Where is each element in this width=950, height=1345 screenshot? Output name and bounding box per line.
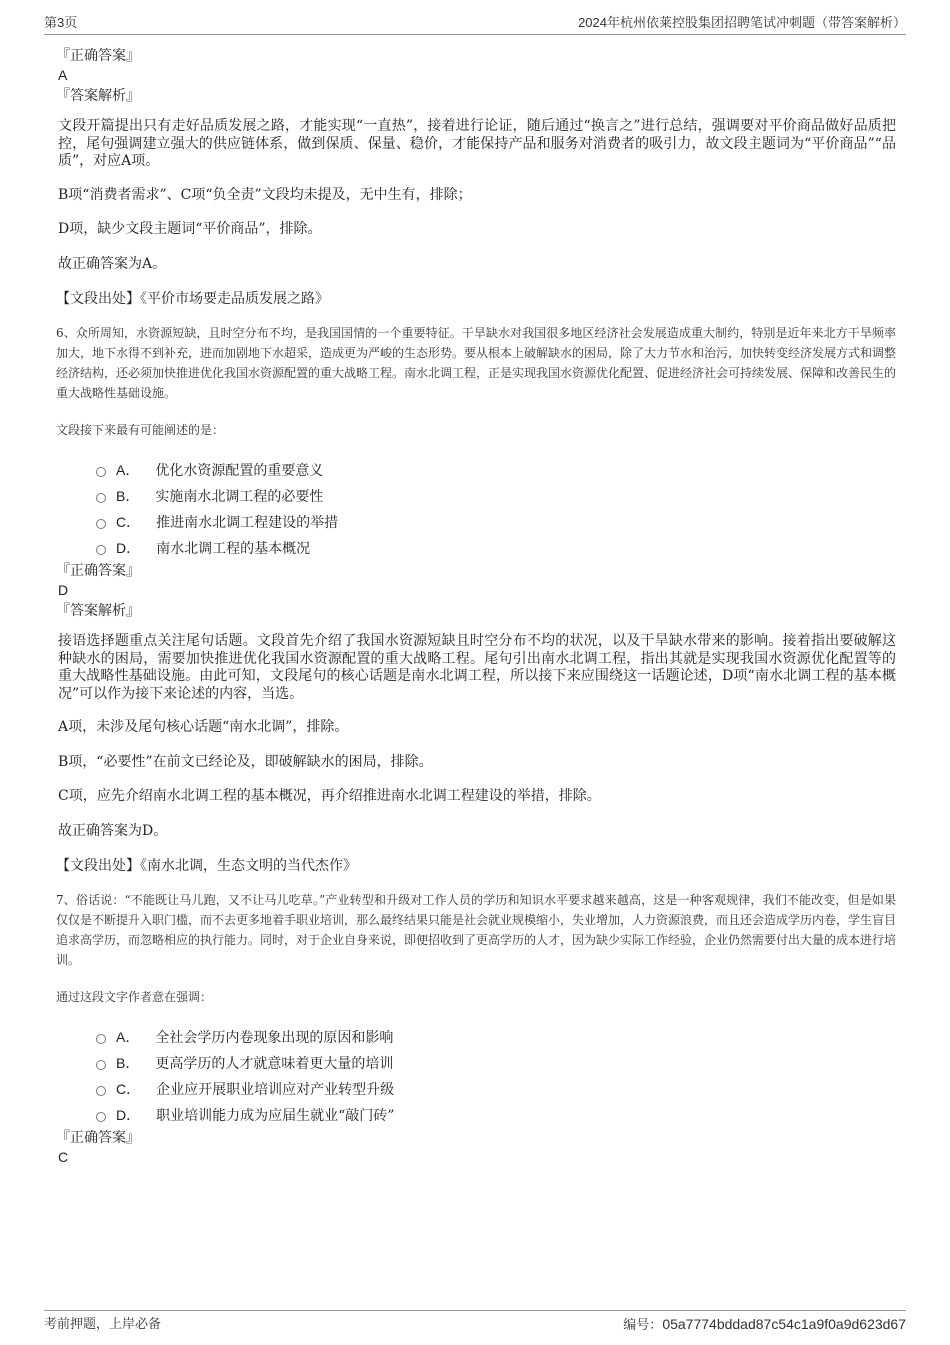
radio-icon[interactable] <box>96 545 106 555</box>
page-footer <box>44 1310 906 1335</box>
answer-label: 『正确答案』 <box>56 1130 140 1146</box>
option-text: 更高学历的人才就意味着更大量的培训 <box>155 1056 394 1072</box>
page-header <box>44 14 906 35</box>
analysis-paragraph: B项“消费者需求”、C项“负全责”文段均未提及，无中生有，排除； <box>58 186 472 203</box>
question-6 <box>56 323 896 876</box>
radio-icon[interactable] <box>96 467 106 477</box>
answer-label: 『正确答案』 <box>56 48 140 64</box>
document-code <box>623 1313 906 1336</box>
answer-label: 『正确答案』 <box>56 563 140 579</box>
analysis-paragraph: 接语选择题重点关注尾句话题。文段首先介绍了我国水资源短缺且时空分布不均的状况，以及干旱缺水带来的影响。接着指出要破解这种缺水的困局，需要加快推进优化我国水资源配置的重大战略工程。尾句引出南水北调工程，指出其就是实现我国水资源优化配置等的重大战略性基础设施。由此可知，文段尾句的核心话题是南水北调工程，所以接下来应围绕这一话题论述，D项“南水北调工程的基本概况”可以作为接下来论述的内容，当选。 <box>58 633 896 702</box>
option-c[interactable]: C． 推进南水北调工程建设的举措 <box>96 509 896 535</box>
option-text: 南水北调工程的基本概况 <box>156 541 311 557</box>
radio-icon[interactable] <box>96 519 106 529</box>
analysis-paragraph: 故正确答案为D。 <box>58 822 168 839</box>
analysis-paragraph: B项，“必要性”在前文已经论及，即破解缺水的困局，排除。 <box>58 753 433 770</box>
question-7 <box>56 890 896 1166</box>
page-number: 第3页 <box>44 15 78 30</box>
option-d[interactable]: D． 职业培训能力成为应届生就业“敲门砖” <box>96 1102 896 1128</box>
question-stem: 6、众所周知，水资源短缺，且时空分布不均，是我国国情的一个重要特征。干旱缺水对我国很多地区经济社会发展造成重大制约，特别是近年来北方干旱频率加大，地下水得不到补充，进而加剧地下水超采，造成更为严峻的生态形势。要从根本上破解缺水的困局，除了大力节水和治污，加快转变经济发展方式和调整经济结构，还必须加快推进优化我国水资源配置的重大战略工程。南水北调工程，正是实现我国水资源优化配置、促进经济社会可持续发展、保障和改善民生的重大战略性基础设施。 <box>56 326 897 400</box>
radio-icon[interactable] <box>96 493 106 503</box>
option-d[interactable]: D． 南水北调工程的基本概况 <box>96 535 896 561</box>
question-prompt: 文段接下来最有可能阐述的是： <box>56 423 225 437</box>
option-a[interactable]: A． 全社会学历内卷现象出现的原因和影响 <box>96 1024 896 1050</box>
options-list <box>56 457 896 561</box>
analysis-paragraph: 文段开篇提出只有走好品质发展之路，才能实现“一直热”，接着进行论证，随后通过“换言之”进行总结，强调要对平价商品做好品质把控，尾句强调建立强大的供应链体系，做到保质、保量、稳价，才能保持产品和服务对消费者的吸引力，故文段主题词为“平价商品”“品质”，对应A项。 <box>58 118 896 169</box>
analysis-paragraph: C项，应先介绍南水北调工程的基本概况，再介绍推进南水北调工程建设的举措，排除。 <box>58 788 601 804</box>
analysis-paragraph: D项，缺少文段主题词“平价商品”，排除。 <box>58 221 322 237</box>
option-text: 推进南水北调工程建设的举措 <box>156 515 339 531</box>
code-label: 编号： <box>623 1317 663 1332</box>
footer-slogan: 考前押题，上岸必备 <box>44 1316 162 1331</box>
options-list <box>56 1024 896 1128</box>
radio-icon[interactable] <box>96 1086 106 1096</box>
radio-icon[interactable] <box>96 1060 106 1070</box>
source-citation: 【文段出处】《南水北调，生态文明的当代杰作》 <box>56 858 357 874</box>
option-b[interactable]: B． 更高学历的人才就意味着更大量的培训 <box>96 1050 896 1076</box>
radio-icon[interactable] <box>96 1112 106 1122</box>
option-text: 全社会学历内卷现象出现的原因和影响 <box>155 1030 394 1046</box>
option-text: 企业应开展职业培训应对产业转型升级 <box>156 1082 395 1098</box>
document-title: 2024年杭州依莱控股集团招聘笔试冲刺题（带答案解析） <box>578 15 906 30</box>
analysis-paragraph: 故正确答案为A。 <box>58 255 167 272</box>
option-a[interactable]: A． 优化水资源配置的重要意义 <box>96 457 896 483</box>
radio-icon[interactable] <box>96 1034 106 1044</box>
analysis-paragraph: A项，未涉及尾句核心话题“南水北调”，排除。 <box>58 719 349 735</box>
question-stem: 7、俗话说：“不能既让马儿跑，又不让马儿吃草。”产业转型和升级对工作人员的学历和知识水平要求越来越高，这是一种客观规律，我们不能改变，但是如果仅仅是不断提升入职门槛，而不去更多地着手职业培训，那么最终结果只能是社会就业规模缩小，失业增加，人力资源浪费，而且还会造成学历内卷，学生盲目追求高学历，而忽略相应的执行能力。同时，对于企业自身来说，即便招收到了更高学历的人才，因为缺少实际工作经验，企业仍然需要付出大量的成本进行培训。 <box>56 893 897 967</box>
correct-answer: A <box>58 67 68 83</box>
option-c[interactable]: C． 企业应开展职业培训应对产业转型升级 <box>96 1076 896 1102</box>
source-citation: 【文段出处】《平价市场要走品质发展之路》 <box>56 291 329 307</box>
correct-answer: D <box>58 582 69 598</box>
option-b[interactable]: B． 实施南水北调工程的必要性 <box>96 483 896 509</box>
option-text: 实施南水北调工程的必要性 <box>155 489 324 505</box>
analysis-label: 『答案解析』 <box>56 603 140 619</box>
analysis-label: 『答案解析』 <box>56 88 140 104</box>
option-text: 职业培训能力成为应届生就业“敲门砖” <box>156 1108 395 1124</box>
question-prompt: 通过这段文字作者意在强调： <box>56 990 213 1004</box>
option-text: 优化水资源配置的重要意义 <box>155 463 324 479</box>
correct-answer: C <box>58 1149 69 1165</box>
question-5-tail <box>56 46 896 309</box>
code-value: 05a7774bddad87c54c1a9f0a9d623d67 <box>662 1316 906 1332</box>
document-body <box>56 46 896 1168</box>
